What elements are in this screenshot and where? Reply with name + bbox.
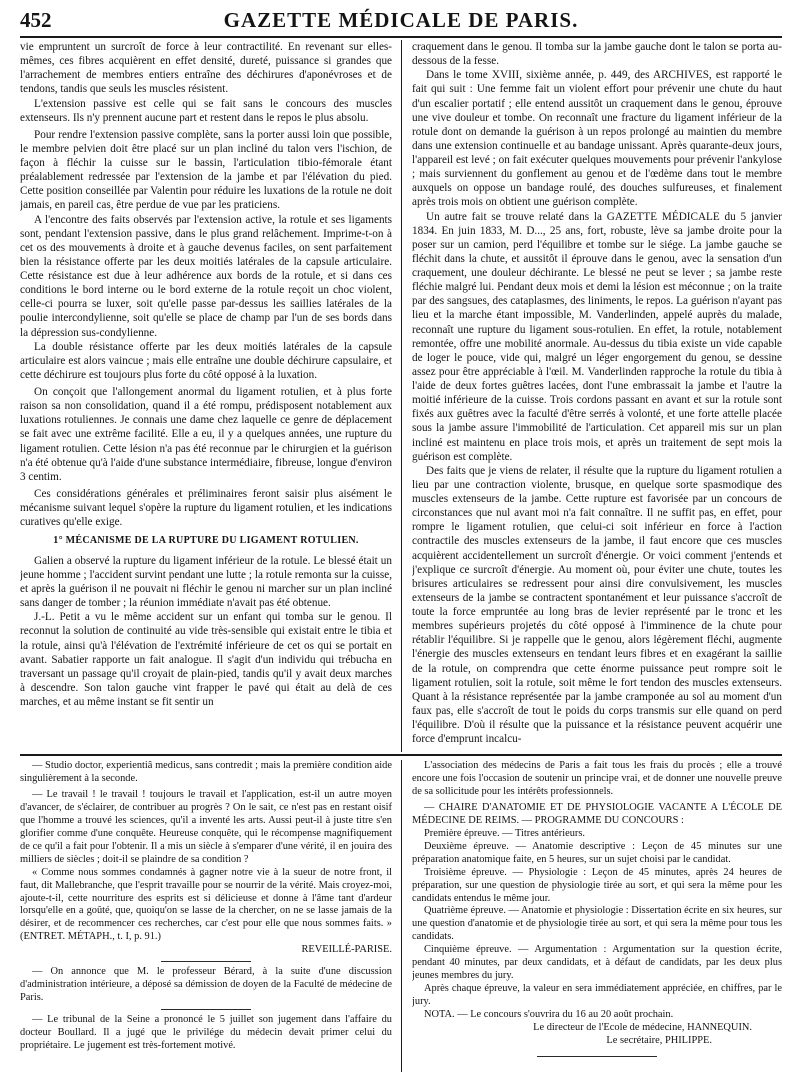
right-column	[412, 40, 782, 750]
news-item: — Studio doctor, experientiâ medicus, sans contredit ; mais la première condition aide singulièrement à la seconde.	[20, 760, 392, 784]
epreuve-item: Troisième épreuve. — Physiologie : Leçon de 45 minutes, après 24 heures de préparation, sur une question de physiologie tirée au sort, et qui sera la même pour les candidats entendus le même jour.	[412, 866, 782, 904]
director-signature: Le directeur de l'Ecole de médecine, HANNEQUIN.	[533, 1022, 752, 1034]
news-items-left	[20, 760, 392, 1076]
news-item: — Le tribunal de la Seine a prononcé le 5 juillet son jugement dans l'affaire du docteur Boullard. Il a jugé que le privilége du médecin devait primer celui du propriétaire. Le jugement est très-fortement motivé.	[20, 1014, 392, 1052]
page-header	[20, 6, 782, 36]
end-rule	[537, 1056, 657, 1057]
epreuve-item: Quatrième épreuve. — Anatomie et physiologie : Dissertation écrite en six heures, sur une question d'anatomie et de physiologie tirée au sort, et qui sera la même pour tous les candidats.	[412, 905, 782, 943]
news-item: L'association des médecins de Paris a fait tous les frais du procès ; elle a trouvé encore une fois l'occasion de soutenir un principe vrai, et de donner une nouvelle preuve de sa sollicitude pour les intérêts professionnels.	[412, 760, 782, 797]
news-item: — On annonce que M. le professeur Bérard, à la suite d'une discussion d'administration intérieure, a déposé sa démission de doyen de la Faculté de médecine de Paris.	[20, 966, 392, 1004]
news-item: — Le travail ! le travail ! toujours le travail et l'application, est-il un autre moyen d'avancer, de s'éclairer, de contribuer au progrès ? On le sait, ce n'est pas en restant oisif que l'homme a trouvé les sciences, qu'il a inventé les arts. Aussi peut-il à juste titre s'en glorifier comme d'une conquête. Heureuse conquête, qui le récompense magnifiquement de ce qu'il a fait pour l'obtenir. Il a mis un siècle à s'emparer d'une vérité, il en jouira des milliers de siècles ; doit-il se plaindre de sa condition ?	[20, 788, 392, 865]
secretary-signature: Le secrétaire, PHILIPPE.	[606, 1035, 712, 1047]
paragraph: On conçoit que l'allongement anormal du ligament rotulien, et à plus forte raison sa non consolidation, quand il a été rompu, prédisposent notablement aux luxations rotuliennes. Je connais une dame chez laquelle ce genre de déplacement se fait avec une extrême facilité. Elle a eu, il y a quelques années, une rupture du ligament rotulien. Cette lésion n'a pas été reconnue par le chirurgien et la guérison n'a été obtenue qu'à l'aide d'une substance intermédiaire, fibreuse, longue d'environ 3 centim.	[20, 386, 392, 483]
bottom-column-divider	[401, 760, 402, 1072]
signature: REVEILLÉ-PARISE.	[301, 944, 392, 956]
paragraph: Galien a observé la rupture du ligament inférieur de la rotule. Le blessé était un jeune homme ; l'accident survint pendant une lutte ; la rotule remonta sur la cuisse, et après la guérison il ne pouvait ni fléchir le genou ni marcher sur un plan incliné sans danger de tomber ; la réunion immédiate n'avait pas été obtenue.	[20, 554, 392, 610]
item-divider	[161, 1009, 251, 1010]
concours-heading: — CHAIRE D'ANATOMIE ET DE PHYSIOLOGIE VACANTE A L'ÉCOLE DE MÉDECINE DE REIMS. — PROGRAMME DU CONCOURS :	[412, 801, 782, 826]
epreuve-item: Deuxième épreuve. — Anatomie descriptive : Leçon de 45 minutes sur une préparation anatomique faite, en 5 heures, sur un sujet choisi par le candidat.	[412, 840, 782, 865]
news-items-right	[412, 760, 782, 1076]
paragraph: Ces considérations générales et préliminaires feront saisir plus aisément le mécanisme suivant lequel s'opère la rupture du ligament rotulien, et les indications curatives qu'elle exige.	[20, 487, 392, 529]
paragraph: Des faits que je viens de relater, il résulte que la rupture du ligament rotulien a lieu par une contraction violente, brusque, en quelque sorte spasmodique des muscles extenseurs de la jambe. Cette rupture est favorisée par un concours de circonstances que nul avant moi n'a fait connaître. Il ne suffit pas, en effet, pour rompre le ligament rotulien, que celui-ci soit inférieur en force à l'action contractile des muscles extenseurs de la jambe, il faut encore que ces muscles acquièrent accidentellement un surcroît d'énergie. Or voici comment j'entends et j'explique ce surcroît d'énergie. Au moment où, pour éviter une chute, toutes les brisures articulaires se redressent pour ainsi dire convulsivement, les muscles extenseurs de la jambe se contractent spontanément et leur puissance s'accroît de toute la force empruntée au long bras de levier représenté par le tronc et les membres supérieurs projetés du côté opposé à l'imminence de la chute pour rétablir l'équilibre. Si je rappelle que le genou, alors légèrement fléchi, augmente l'énergie des muscles extenseurs en tendant leurs fibres et en exagérant la saillie de la rotule, on comprendra que cette énorme puissance peut rompre soit le ligament rotulien, soit la rotule, soit même le fort tendon des muscles extenseurs. Quant à la résistance représentée par la jambe cramponée au sol au moment d'un faux pas, elle s'accroît de tout le poids du corps transmis sur elle quand on perd l'équilibre. D'où il résulte que la puissance et la résistance peuvent acquérir une force d'emprunt incalcu-	[412, 464, 782, 746]
epreuve-item: Première épreuve. — Titres antérieurs.	[424, 827, 586, 839]
header-rule	[20, 36, 782, 38]
quotation: « Comme nous sommes condamnés à gagner notre vie à la sueur de notre front, il faut, dit Mallebranche, que l'esprit travaille pour se nourrir de la vérité. Mais croyez-moi, ajoute-t-il, cette nourriture des esprits est si délicieuse et donne à l'âme tant d'ardeur lorsqu'elle en a goûté, que, quoiqu'on se lasse de la chercher, on ne se lasse jamais de la désirer, et de recommencer ces recherches, car c'est pour elle que nous sommes faits. » (ENTRET. MÉTAPH., t. I, p. 91.)	[20, 866, 392, 943]
epreuve-item: Cinquième épreuve. — Argumentation : Argumentation sur la question écrite, pendant 40 minutes, par deux candidats, et à défaut de candidats, par les deux plus jeunes membres du jury.	[412, 944, 782, 982]
paragraph: Pour rendre l'extension passive complète, sans la porter aussi loin que possible, le membre pelvien doit être placé sur un plan incliné du talon vers l'ischion, de façon à fléchir la cuisse sur le bassin, l'articulation tibio-fémorale étant préalablement redressée par l'extension de la jambe et par l'élévation du pied. Cette position conseillée par Valentin pour réduire les luxations de la rotule ne doit jamais, en pareil cas, être perdue de vue par les praticiens.	[20, 128, 392, 212]
item-divider	[161, 961, 251, 962]
nota: NOTA. — Le concours s'ouvrira du 16 au 20 août prochain.	[424, 1009, 674, 1021]
section-rule	[20, 754, 782, 756]
section-heading: 1° MÉCANISME DE LA RUPTURE DU LIGAMENT ROTULIEN.	[53, 535, 359, 547]
epreuve-item: Après chaque épreuve, la valeur en sera immédiatement appréciée, en chiffres, par le jury.	[412, 983, 782, 1008]
column-divider	[401, 40, 402, 752]
journal-title: GAZETTE MÉDICALE DE PARIS.	[223, 8, 579, 32]
left-column	[20, 40, 392, 750]
paragraph: L'extension passive est celle qui se fait sans le concours des muscles extenseurs. Ils n'y prennent aucune part et restent dans le repos le plus absolu.	[20, 97, 392, 124]
page-number: 452	[20, 8, 52, 32]
paragraph: La double résistance offerte par les deux moitiés latérales de la capsule articulaire est alors vaincue ; mais elle entraîne une double déchirure capsulaire, et cette déchirure est toujours plus forte du côté opposé à la luxation.	[20, 340, 392, 381]
paragraph: Un autre fait se trouve relaté dans la GAZETTE MÉDICALE du 5 janvier 1834. En juin 1833, M. D..., 25 ans, fort, robuste, lève sa jambe droite pour la poser sur un camion, perd l'équilibre et tombe sur le siége. La jambe gauche se fléchit dans la chute, et aussitôt il éprouve dans le genou, avec la sensation d'un craquement, une douleur déchirante. Le blessé ne peut se lever ; sa jambe reste fléchie malgré lui. Pendant deux mois et demi la lésion est méconnue ; on la traite par des sangsues, des cataplasmes, des liniments, le repos. La guérison n'ayant pas lieu et la marche étant impossible, M. Vanderlinden, appelé auprès du malade, reconnaît une rupture du ligament sous-rotulien. En effet, la rotule, notablement remontée, offre une mobilité anormale. Au-dessus du tibia existe un vide capable de loger le pouce, vide qui, malgré un léger engorgement du genou, se dessine assez pour être appréciable à l'œil. M. Vanderlinden rapproche la rotule du tibia à l'aide de deux fortes guêtres lacées, dont l'une embrassait la jambe et l'autre la moitié inférieure de la cuisse. Trois cordons passant en avant et sur la rotule sont fixés aux guêtres avec la faculté d'être serrés à volonté, et une forte attelle placée sous la jambe assure l'immobilité de l'articulation. Cet appareil mis sur un plan incliné est maintenu en place trois mois, et après un traitement de sept mois la guérison est complète.	[412, 210, 782, 463]
paragraph: vie empruntent un surcroît de force à leur contractilité. En revenant sur elles-mêmes, ces fibres acquièrent en effet densité, dureté, puissance si grandes que l'arrachement de membres entiers entraîne des déchirures d'aponévroses et de tendons, tandis que seuls les muscles résistent.	[20, 41, 392, 96]
paragraph: A l'encontre des faits observés par l'extension active, la rotule et ses ligaments sont, pendant l'extension passive, dans le plus grand relâchement. Imprime-t-on à cet os des mouvements à droite et à gauche devenus faciles, on sent parfaitement bien la résistance offerte par les deux moitiés latérales de la capsule articulaire. Cette résistance est due à leur adhérence aux bords de la rotule, et si dans ces conditions le bord interne ou le bord externe de la rotule reçoit un choc violent, celle-ci pourra se luxer, soit qu'elle passe par-dessus les saillies latérales de la poulie intercondylienne, soit qu'elle se place de champ par l'un de ses bords dans la dépression sus-condylienne.	[20, 213, 392, 339]
paragraph: J.-L. Petit a vu le même accident sur un enfant qui tomba sur le genou. Il reconnut la solution de continuité au vide très-sensible qui existait entre le tibia et la rotule, ainsi qu'à l'élévation de l'extrémité inférieure de cet os qui se portait en avant. Sabatier rapporte un fait analogue. Il s'agit d'un individu qui trébucha en traversant un passage qu'il croyait de plain-pied, tandis qu'il y avait deux marches à descendre. Son talon gauche vint frapper le pavé qui était au delà de ces marches, et au même instant se fit sentir un	[20, 611, 392, 709]
paragraph: craquement dans le genou. Il tomba sur la jambe gauche dont le talon se porta au-dessous de la fesse.	[412, 41, 782, 68]
paragraph: Dans le tome XVIII, sixième année, p. 449, des ARCHIVES, est rapporté le fait qui suit : Une femme fait un violent effort pour prévenir une chute du haut d'un escalier portatif ; elle entend aussitôt un craquement dans le genou, éprouve une vive douleur et tombe. On reconnaît une fracture du ligament inférieur de la rotule dont on demande la guérison à un repos prolongé au maintien du membre dans une extension continuelle et au bandage unissant. Après quarante-deux jours, l'appareil est levé ; on fait exécuter quelques mouvements pour prévenir l'ankylose ; mais surviennent du gonflement au genou et de l'œdème dans tout le membre auxquels on oppose un bandage roulé, des douches sulfureuses, et finalement après trois mois on obtient une guérison complète.	[412, 69, 782, 209]
